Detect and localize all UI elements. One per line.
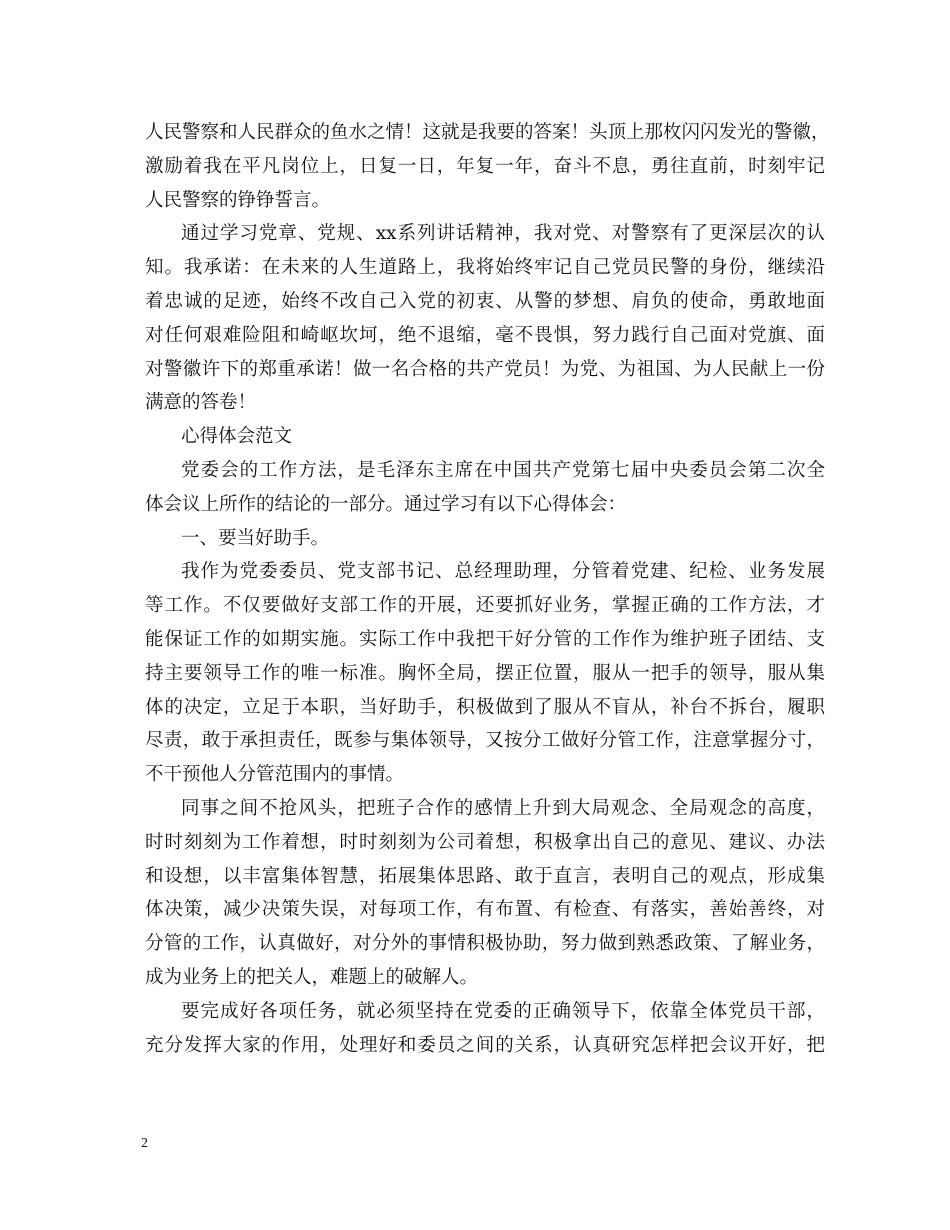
text-line: 和设想，以丰富集体智慧，拓展集体思路、敢于直言，表明自己的观点，形成集 xyxy=(145,865,825,887)
text-line: 成为业务上的把关人，难题上的破解人。 xyxy=(145,966,479,988)
text-line: 通过学习党章、党规、xx系列讲话精神，我对党、对警察有了更深层次的认 xyxy=(181,223,825,245)
text-line: 尽责，敢于承担责任，既参与集体领导，又按分工做好分管工作，注意掌握分寸， xyxy=(145,730,825,752)
text-line: 激励着我在平凡岗位上，日复一日，年复一年，奋斗不息，勇往直前，时刻牢记 xyxy=(145,155,825,177)
text-line: 心得体会范文 xyxy=(181,426,293,448)
text-line: 满意的答卷！ xyxy=(145,392,257,414)
text-line: 同事之间不抢风头，把班子合作的感情上升到大局观念、全局观念的高度， xyxy=(181,797,825,819)
text-line: 充分发挥大家的作用，处理好和委员之间的关系，认真研究怎样把会议开好，把 xyxy=(145,1034,825,1056)
text-line: 体决策，减少决策失误，对每项工作，有布置、有检查、有落实，善始善终，对 xyxy=(145,899,825,921)
text-line: 要完成好各项任务，就必须坚持在党委的正确领导下，依靠全体党员干部， xyxy=(181,1000,825,1022)
document-body xyxy=(145,116,830,1062)
text-line: 分管的工作，认真做好，对分外的事情积极协助，努力做到熟悉政策、了解业务， xyxy=(145,933,825,955)
text-line: 体会议上所作的结论的一部分。通过学习有以下心得体会： xyxy=(145,493,627,515)
text-line: 时时刻刻为工作着想，时时刻刻为公司着想，积极拿出自己的意见、建议、办法 xyxy=(145,831,825,853)
page-number: 2 xyxy=(141,1136,148,1151)
text-line: 持主要领导工作的唯一标准。胸怀全局，摆正位置，服从一把手的领导，服从集 xyxy=(145,662,825,684)
text-line: 不干预他人分管范围内的事情。 xyxy=(145,764,405,786)
text-line: 对警徽许下的郑重承诺！做一名合格的共产党员！为党、为祖国、为人民献上一份 xyxy=(145,358,825,380)
text-line: 着忠诚的足迹，始终不改自己入党的初衷、从警的梦想、肩负的使命，勇敢地面 xyxy=(145,290,825,312)
text-line: 体的决定，立足于本职，当好助手，积极做到了服从不盲从，补台不拆台，履职 xyxy=(145,696,825,718)
text-line: 我作为党委委员、党支部书记、总经理助理，分管着党建、纪检、业务发展 xyxy=(181,561,825,583)
text-line: 一、要当好助手。 xyxy=(181,527,330,549)
text-line: 人民警察和人民群众的鱼水之情！这就是我要的答案！头顶上那枚闪闪发光的警徽， xyxy=(145,122,830,143)
text-line: 人民警察的铮铮誓言。 xyxy=(145,189,331,211)
text-line: 能保证工作的如期实施。实际工作中我把干好分管的工作作为维护班子团结、支 xyxy=(145,628,825,650)
text-line: 对任何艰难险阻和崎岖坎坷，绝不退缩，毫不畏惧，努力践行自己面对党旗、面 xyxy=(145,324,825,346)
text-line: 等工作。不仅要做好支部工作的开展，还要抓好业务，掌握正确的工作方法，才 xyxy=(145,595,825,617)
text-line: 党委会的工作方法，是毛泽东主席在中国共产党第七届中央委员会第二次全 xyxy=(181,459,825,481)
text-line: 知。我承诺：在未来的人生道路上，我将始终牢记自己党员民警的身份，继续沿 xyxy=(145,257,825,279)
